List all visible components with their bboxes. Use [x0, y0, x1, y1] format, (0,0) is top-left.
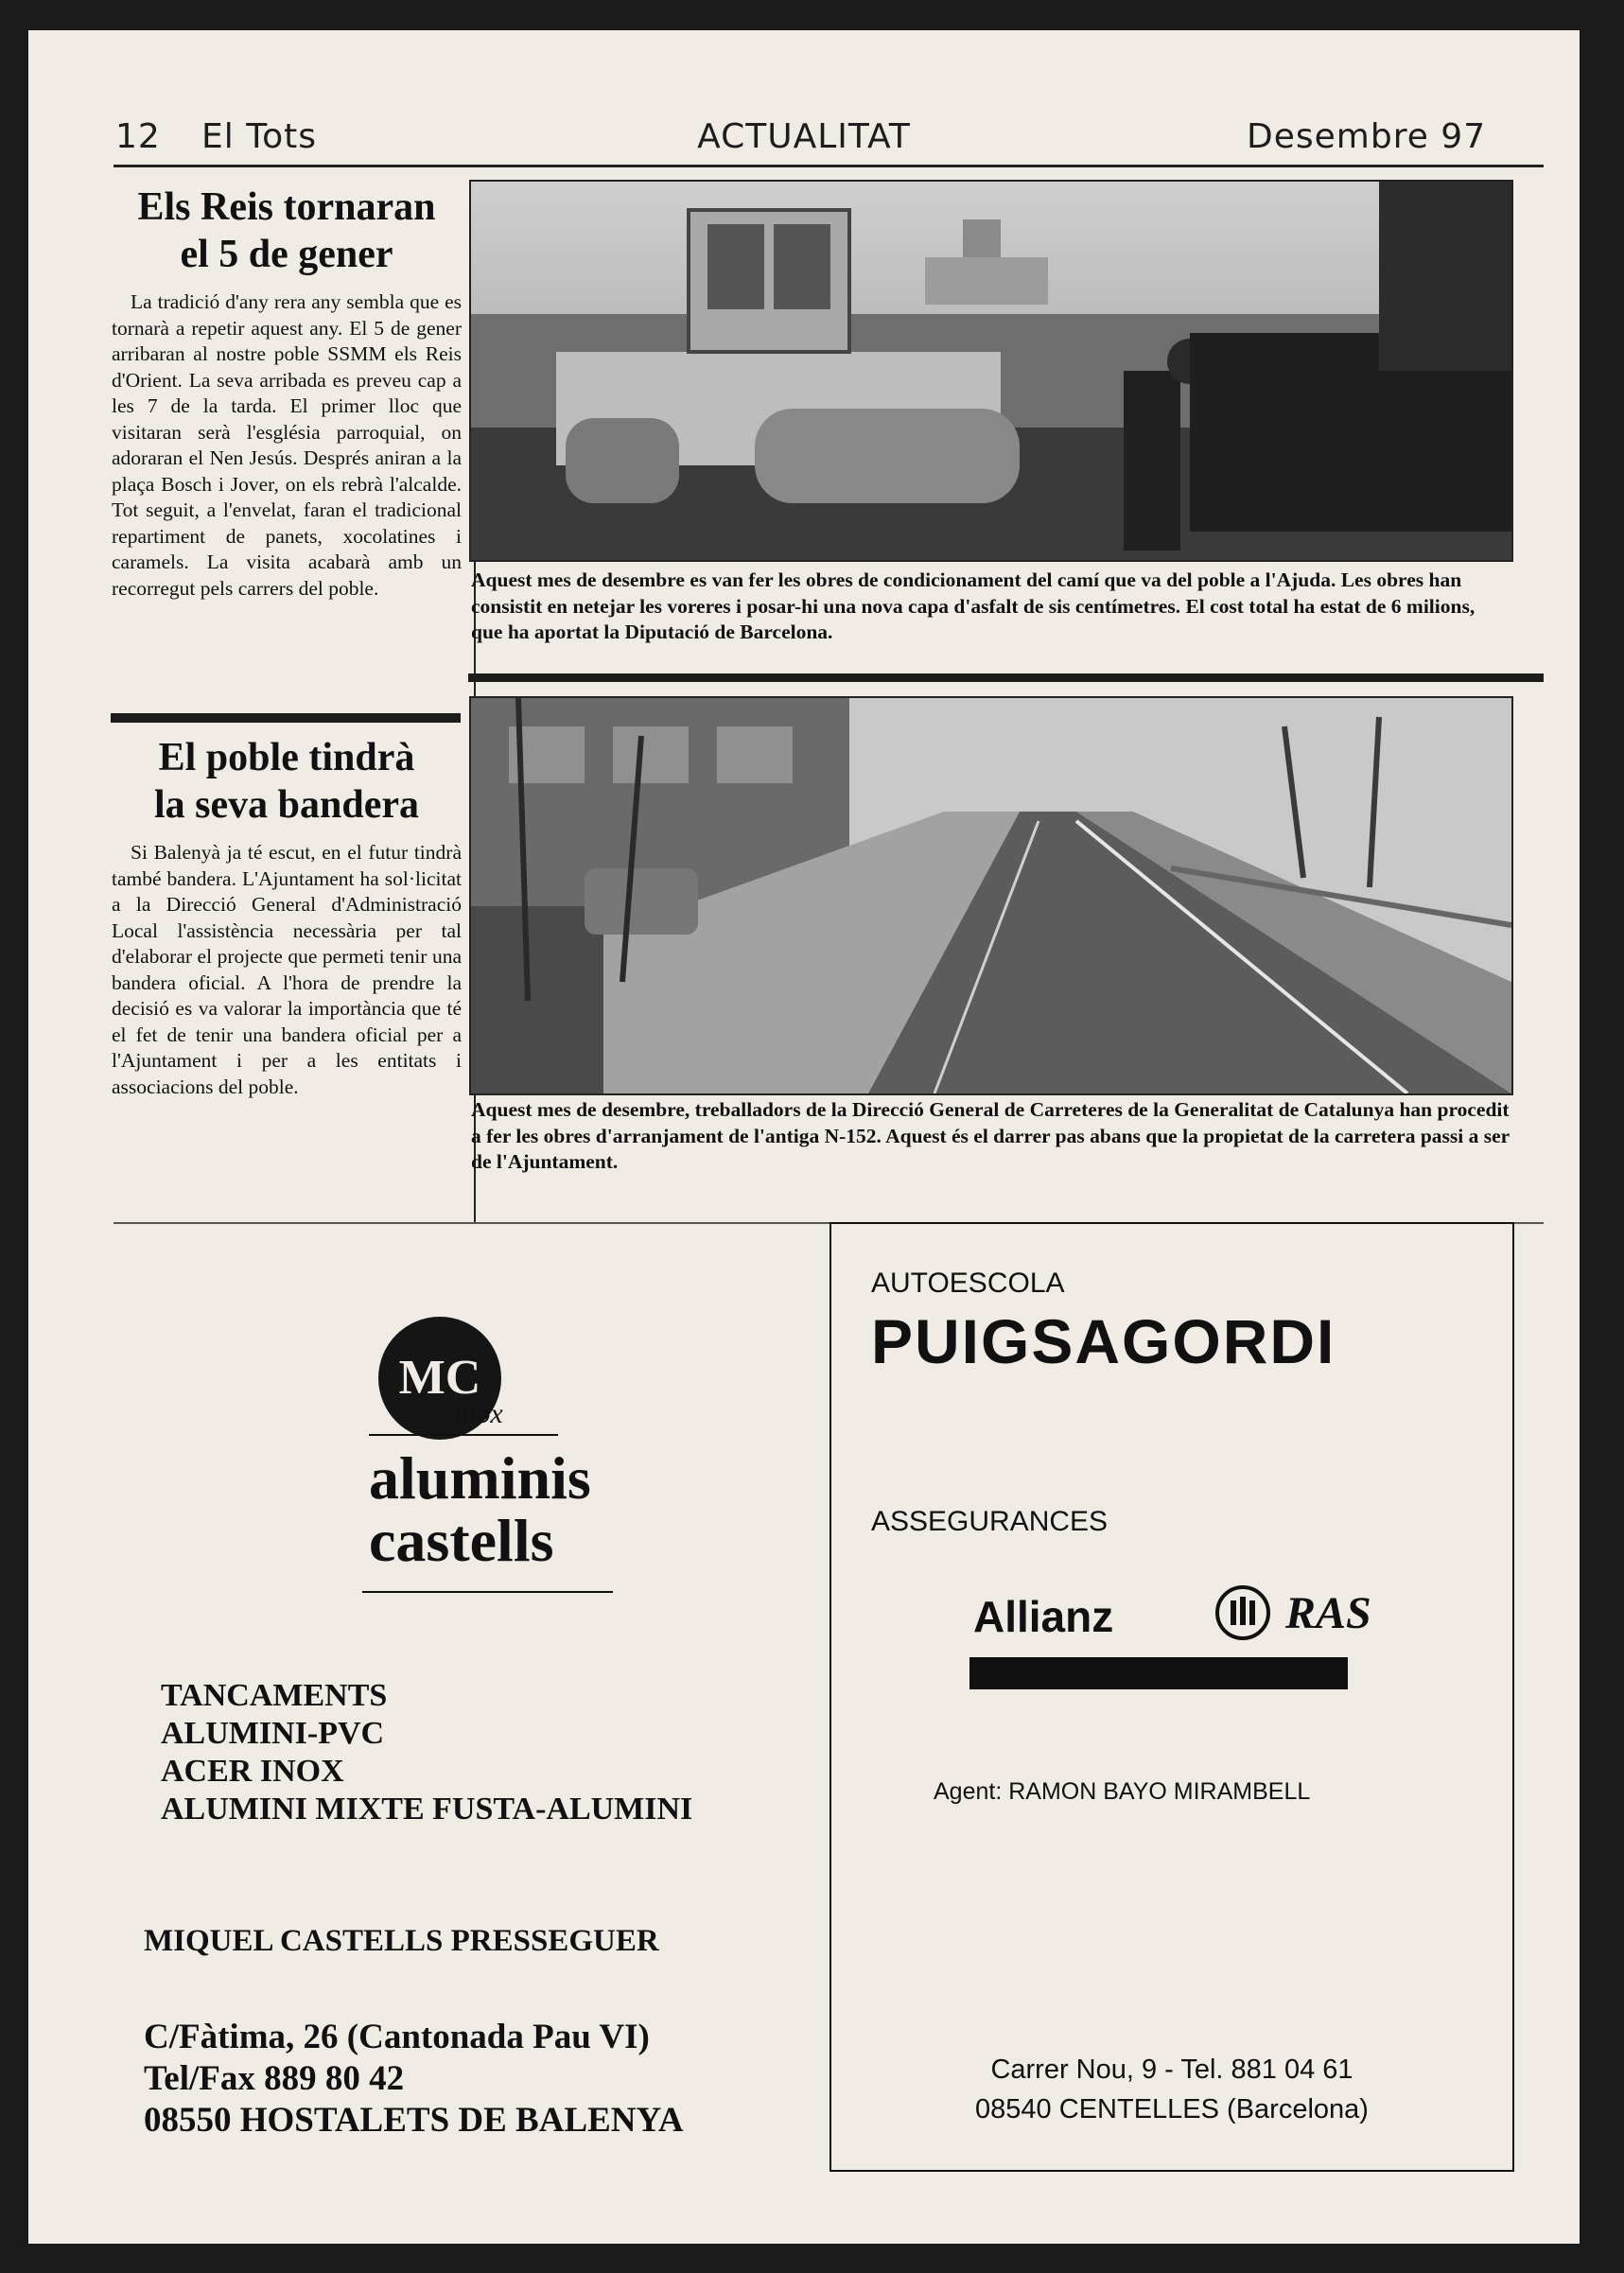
article-bandera — [112, 734, 462, 1100]
address: C/Fàtima, 26 (Cantonada Pau VI) — [144, 2018, 650, 2056]
section-title: ACTUALITAT — [697, 117, 911, 156]
label-assegurances: ASSEGURANCES — [871, 1506, 1109, 1537]
column-rule — [111, 713, 461, 723]
ad-aluminis-castells — [85, 1232, 804, 2177]
agent-name: Agent: RAMON BAYO MIRAMBELL — [934, 1778, 1311, 1805]
city: 08550 HOSTALETS DE BALENYA — [144, 2101, 684, 2140]
logo-underline — [369, 1434, 558, 1436]
ad-city: 08540 CENTELLES (Barcelona) — [975, 2094, 1369, 2124]
publication-name: El Tots — [201, 117, 317, 156]
brand-rule — [362, 1591, 613, 1593]
ad-address: Carrer Nou, 9 - Tel. 881 04 61 — [990, 2054, 1353, 2085]
article-body: La tradició d'any rera any sembla que es tornarà a repetir aquest any. El 5 de gener arribaran al nostre poble SSMM els Reis d'Orient. La seva arribada es preveu cap a les 7 de la tarda. El primer lloc que visitaran serà l'església parroquial, on adoraran el Nen Jesús. Després aniran a la plaça Bosch i Jover, on els rebrà l'alcalde. Tot seguit, a l'envelat, faran el tradicional repartiment de panets, xocolatines i caramels. La visita acabarà amb un recorregut pels carrers del poble. — [112, 290, 462, 600]
ad-puigsagordi — [829, 1222, 1514, 2172]
brand-name: aluminis castells — [369, 1444, 591, 1574]
magazine-page — [28, 30, 1580, 2244]
header-rule — [114, 165, 1544, 167]
logo-sub: inox — [454, 1398, 503, 1429]
service-4: ALUMINI MIXTE FUSTA-ALUMINI — [161, 1792, 693, 1827]
black-bar — [969, 1657, 1348, 1689]
issue-date: Desembre 97 — [1247, 117, 1487, 156]
photo-caption: Aquest mes de desembre, treballadors de la Direcció General de Carreteres de la Generalitat de Catalunya han procedit a fer les obres d'arranjament de l'antiga N-152. Aquest és el darrer pas abans que la propietat de la carretera passi a ser de l'Ajuntament. — [471, 1098, 1510, 1173]
allianz-eagle-icon — [1215, 1585, 1270, 1640]
phone: Tel/Fax 889 80 42 — [144, 2059, 405, 2098]
insurer-name: Allianz — [973, 1592, 1114, 1641]
label-autoescola: AUTOESCOLA — [871, 1268, 1065, 1299]
service-1: TANCAMENTS — [161, 1678, 388, 1713]
photo-road-n152 — [469, 696, 1513, 1095]
photo-caption: Aquest mes de desembre es van fer les obres de condicionament del camí que va del poble a l'Ajuda. Les obres han consistit en netejar les voreres i posar-hi una nova capa d'asfalt de sis centímetres. El cost total ha estat de 6 milions, que ha aportat la Diputació de Barcelona. — [471, 568, 1476, 643]
service-3: ACER INOX — [161, 1754, 344, 1789]
article-body: Si Balenyà ja té escut, en el futur tindrà també bandera. L'Ajuntament ha sol·licitat a la Direcció General d'Administració Local l'assistència necessària per tal d'elaborar el projecte que permeti tenir una bandera oficial. A l'hora de prendre la decisió es va valorar la importància que té el fet de tenir una bandera oficial per a l'Ajuntament i per a les entitats i associacions del poble. — [112, 841, 462, 1098]
article-reis — [112, 184, 462, 602]
owner-name: MIQUEL CASTELLS PRESSEGUER — [144, 1924, 659, 1958]
article-headline: Els Reis tornaran el 5 de gener — [137, 185, 436, 276]
mc-logo: MC — [378, 1317, 501, 1440]
road-roller-image — [471, 182, 1511, 560]
article-headline: El poble tindrà la seva bandera — [153, 736, 419, 827]
partner-name: RAS — [1285, 1588, 1371, 1638]
photo-road-roller — [469, 180, 1513, 562]
page-number: 12 — [115, 117, 161, 156]
photo-rule — [468, 673, 1544, 682]
company-name: PUIGSAGORDI — [871, 1306, 1336, 1376]
road-image — [471, 698, 1511, 1093]
service-2: ALUMINI-PVC — [161, 1716, 385, 1751]
